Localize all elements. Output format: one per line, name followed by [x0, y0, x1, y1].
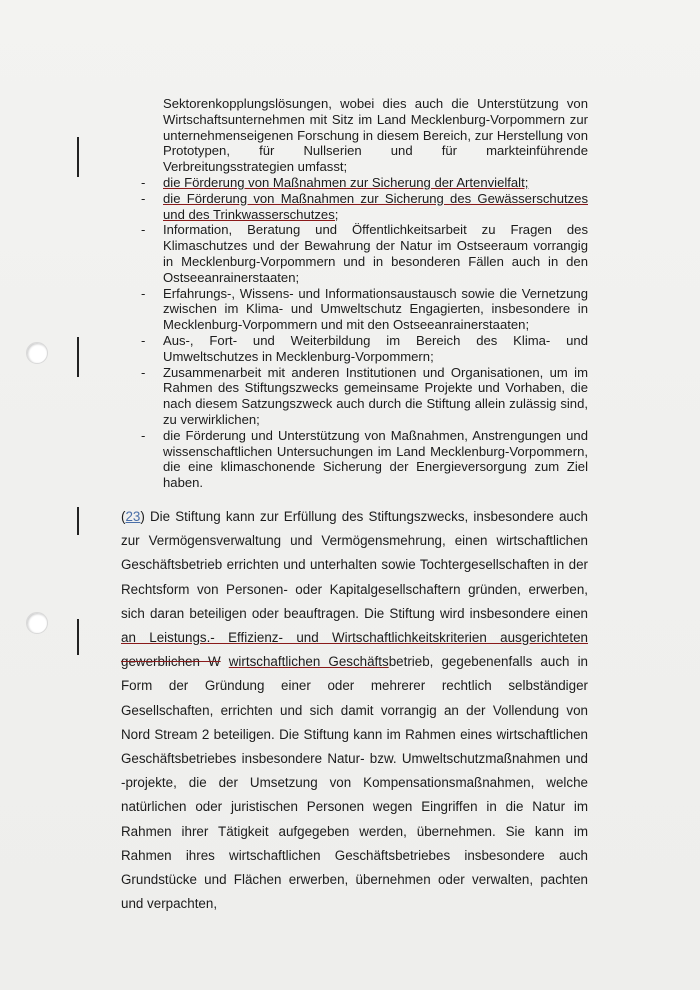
inserted-list-item-text: die Förderung von Maßnahmen zur Sicherung des Gewässerschutzes und des Trinkwasserschutzes; — [163, 190, 588, 222]
inserted-list-item-text: die Förderung von Maßnahmen zur Sicherung der Artenvielfalt; — [163, 174, 529, 190]
change-bar — [77, 619, 79, 655]
deleted-text: gewerblichen W — [121, 654, 221, 670]
change-bar — [77, 507, 79, 535]
paragraph-number-changed: 23 — [125, 509, 141, 524]
list-item — [140, 333, 588, 365]
list-item — [140, 286, 588, 333]
list-item — [140, 428, 588, 491]
list-dash: - — [141, 285, 146, 301]
list-item-text: Information, Beratung und Öffentlichkeitsarbeit zu Fragen des Klimaschutzes und der Bewahrung der Natur im Ostseeraum vorrangig in Mecklenburg-Vorpommern und in besonderen Fällen auch in den Ostseeanrainerstaaten; — [163, 222, 588, 285]
paragraph-text: Die Stiftung kann zur Erfüllung des Stiftungszwecks, insbesondere auch zur Vermögensverwaltung und Vermögensmehrung, einen wirtschaftlichen Geschäftsbetrieb errichten und unterhalten sowie Tochtergesellschaften in der Rechtsform von Personen- oder Kapitalgesellschaftern gründen, erwerben, sich daran beteiligen oder beauftragen. Die Stiftung wird insbesondere einen — [121, 509, 588, 621]
list-item-text: Erfahrungs-, Wissens- und Informationsaustausch sowie die Vernetzung zwischen im Klima- und Umweltschutz Engagierten, insbesondere in Mecklenburg-Vorpommern und mit den Ostseeanrainerstaaten; — [163, 285, 588, 333]
list-item — [140, 175, 588, 191]
paragraph-section — [121, 505, 588, 916]
purpose-list-section — [140, 96, 588, 491]
list-dash: - — [141, 427, 146, 443]
list-dash: - — [141, 174, 146, 190]
list-dash: - — [141, 222, 146, 238]
paragraph-text-continued: betrieb, gegebenenfalls auch in Form der Gründung einer oder mehrerer rechtlich selbständiger Gesellschaften, errichten und sich damit vorrangig an der Vollendung von Nord Stream 2 beteiligen. Die Stiftung kann im Rahmen eines wirtschaftlichen Geschäftsbetriebes insbesondere Natur- bzw. Umweltschutzmaßnahmen und -projekte, die der Umsetzung von Kompensationsmaßnahmen, welche natürlichen oder juristischen Personen wegen Eingriffen in die Natur im Rahmen ihrer Tätigkeit aufgegeben werden, übernehmen. Sie kann im Rahmen ihres wirtschaftlichen Geschäftsbetriebes insbesondere auch Grundstücke und Flächen erwerben, übernehmen oder verwalten, pachten und verpachten, — [121, 654, 588, 912]
inserted-text: an Leistungs.- Effizienz- und Wirtschaftlichkeitskriterien ausgerichteten — [121, 630, 588, 646]
change-bar — [77, 137, 79, 177]
list-item — [140, 191, 588, 223]
list-item — [140, 222, 588, 285]
list-item-text: Aus-, Fort- und Weiterbildung im Bereich des Klima- und Umweltschutzes in Mecklenburg-Vorpommern; — [163, 332, 588, 364]
list-dash: - — [141, 332, 146, 348]
list-item-text: die Förderung und Unterstützung von Maßnahmen, Anstrengungen und wissenschaftlichen Untersuchungen im Land Mecklenburg-Vorpommern, die eine klimaschonende Sicherung der Energieversorgung zum Ziel haben. — [163, 427, 588, 491]
change-bar — [77, 337, 79, 377]
punch-hole — [26, 342, 48, 364]
paragraph-number-open: ( — [121, 509, 126, 524]
list-item — [140, 365, 588, 428]
list-dash: - — [141, 190, 146, 206]
numbered-paragraph — [121, 505, 588, 916]
list-intro-text: Sektorenkopplungslösungen, wobei dies auch die Unterstützung von Wirtschaftsunternehmen mit Sitz im Land Mecklenburg-Vorpommern zur unternehmenseigenen Forschung in diesem Bereich, zur Herstellung von Prototypen, für Nullserien und für markteinführende Verbreitungsstrategien umfasst; — [163, 96, 588, 175]
list-item-text: Zusammenarbeit mit anderen Institutionen und Organisationen, um im Rahmen des Stiftungszwecks gemeinsame Projekte und Vorhaben, die nach diesem Satzungszweck auch durch die Stiftung allein zulässig sind, zu verwirklichen; — [163, 364, 588, 427]
purpose-list — [140, 175, 588, 491]
punch-hole — [26, 612, 48, 634]
inserted-text: wirtschaftlichen Geschäfts — [228, 654, 389, 670]
paragraph-number-close: ) — [140, 509, 145, 524]
list-dash: - — [141, 364, 146, 380]
space — [221, 654, 229, 669]
